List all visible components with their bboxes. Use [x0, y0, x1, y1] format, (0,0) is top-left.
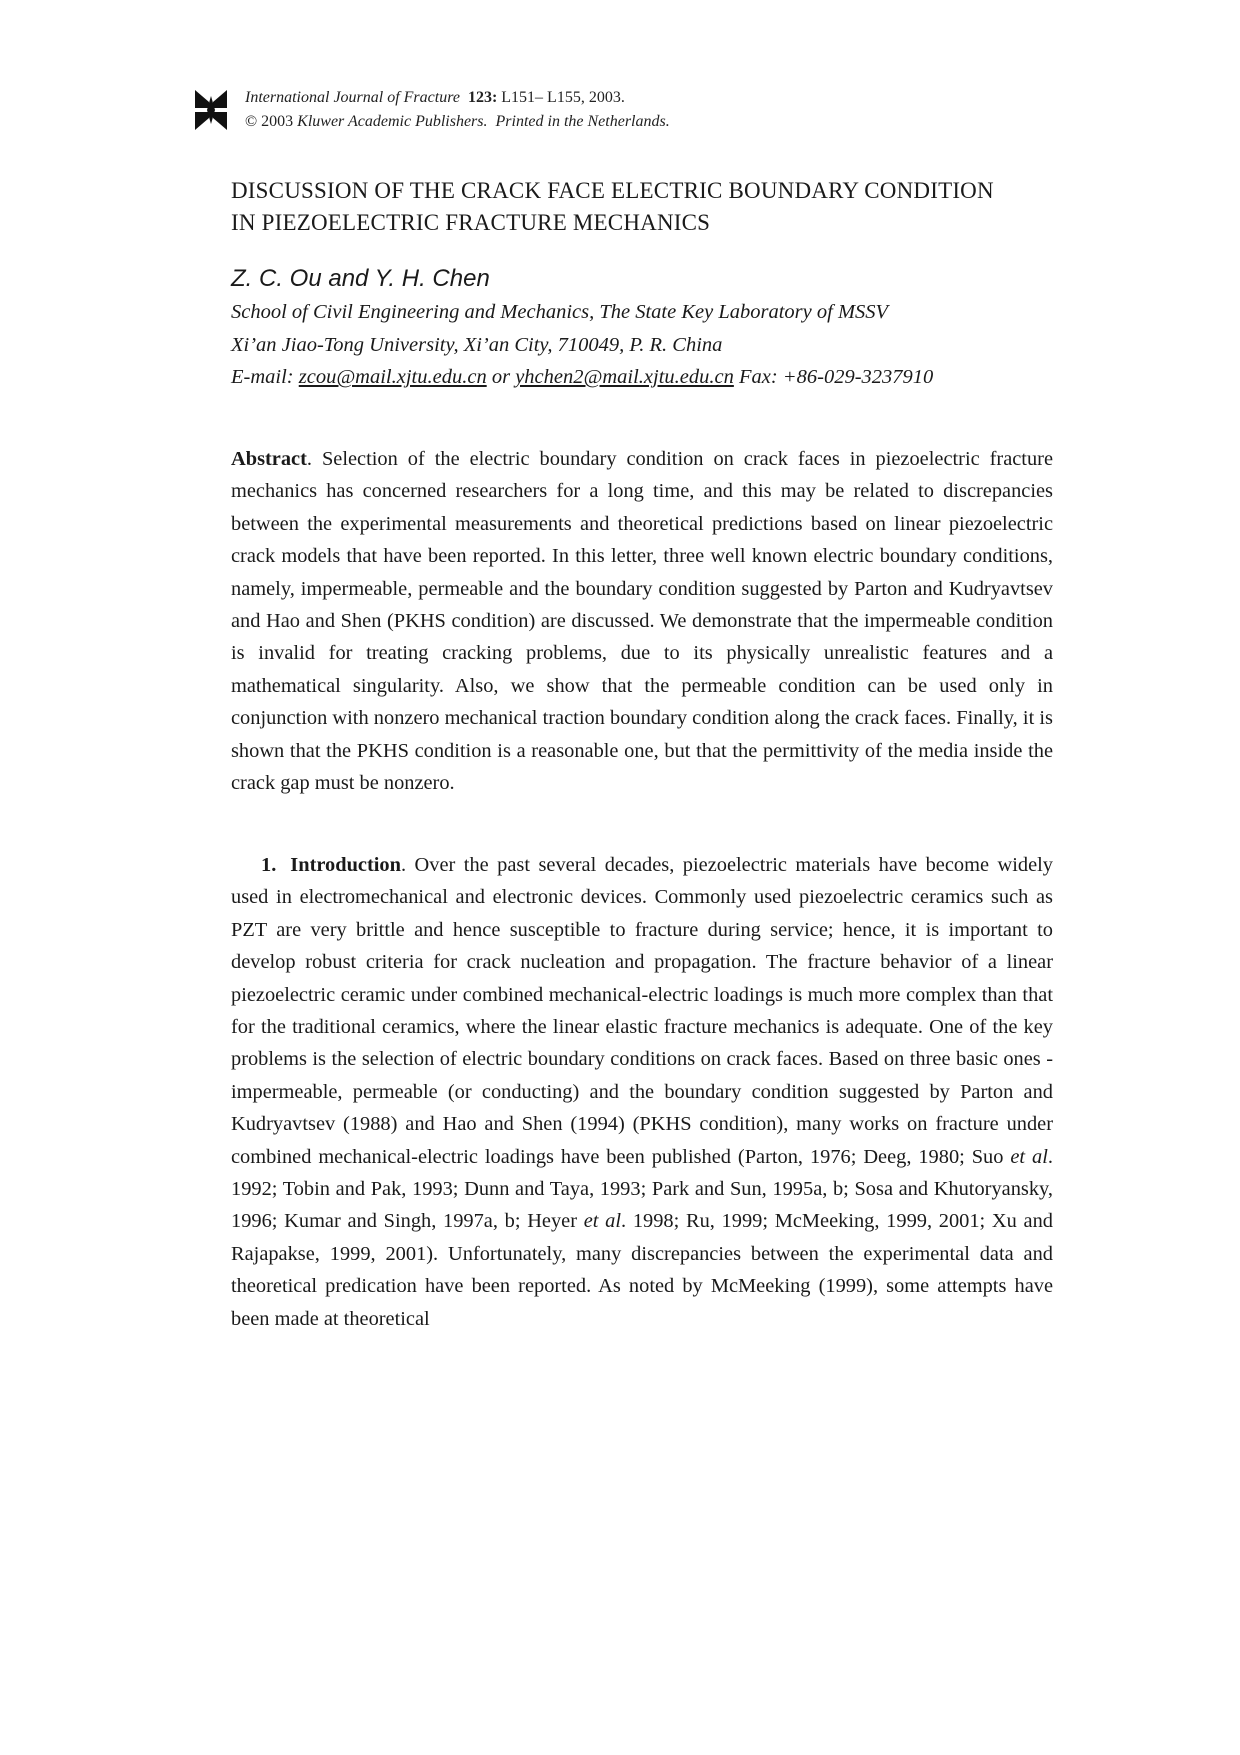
journal-citation: [245, 86, 670, 134]
paper-title: [231, 175, 1071, 239]
affiliation: [231, 296, 1131, 394]
section-number: 1.: [261, 854, 277, 876]
title-line-2: IN PIEZOELECTRIC FRACTURE MECHANICS: [231, 210, 711, 235]
title-line-1: DISCUSSION OF THE CRACK FACE ELECTRIC BOUNDARY CONDITION: [231, 178, 994, 203]
abstract-label: Abstract: [231, 448, 307, 470]
email-link-1[interactable]: zcou@mail.xjtu.edu.cn: [298, 366, 487, 388]
publisher-name: Kluwer Academic Publishers.: [297, 113, 488, 130]
copyright-symbol: ©: [245, 113, 258, 130]
fax-number: Fax: +86-029-3237910: [738, 366, 934, 388]
section-heading: Introduction: [290, 854, 401, 876]
citation-line-1: [245, 86, 670, 110]
intro-text-a: . Over the past several decades, piezoelectric materials have become widely used in electromechanical and electronic devices. Commonly used piezoelectric ceramics such as PZT are very brittle and hence susceptible to fracture during service; hence, it is important to develop robust criteria for crack nucleation and propagation. The fracture behavior of a linear piezoelectric ceramic under combined mechanical-electric loadings is much more complex than that for the traditional ceramics, where the linear elastic fracture mechanics is adequate. One of the key problems is the selection of electric boundary conditions on crack faces. Based on three basic ones - impermeable, permeable (or conducting) and the boundary condition suggested by Parton and Kudryavtsev (1988) and Hao and Shen (1994) (PKHS condition), many works on fracture under combined mechanical-electric loadings have been published (Parton, 1976; Deeg, 1980; Suo: [231, 854, 1053, 1168]
intro-etal-1: et al: [1010, 1145, 1048, 1168]
intro-text-b: . 1992; Tobin and Pak, 1993; Dunn and Taya, 1993; Park and Sun, 1995a, b; Sosa and Khutoryansky, 1996; Kumar and Singh, 1997a, b; Heyer: [231, 1145, 1053, 1233]
affiliation-line-1: School of Civil Engineering and Mechanics, The State Key Laboratory of MSSV: [231, 301, 889, 323]
journal-volume: 123:: [467, 89, 498, 106]
contact-line: [231, 361, 1131, 394]
introduction-section: [231, 849, 1053, 1335]
email-label: E-mail:: [231, 366, 294, 388]
copyright-year: 2003: [261, 113, 294, 130]
affiliation-line-2: Xi’an Jiao-Tong University, Xi’an City, 710049, P. R. China: [231, 333, 723, 356]
email-or: or: [491, 366, 511, 388]
intro-etal-2: et al: [583, 1210, 622, 1233]
printed-note: Printed in the Netherlands.: [495, 113, 670, 130]
journal-name: International Journal of Fracture: [245, 89, 460, 106]
abstract-text: . Selection of the electric boundary condition on crack faces in piezoelectric fracture mechanics has concerned researchers for a long time, and this may be related to discrepancies between the experimental measurements and theoretical predictions based on linear piezoelectric crack models that have been reported. In this letter, three well known electric boundary conditions, namely, impermeable, permeable and the boundary condition suggested by Parton and Kudryavtsev and Hao and Shen (PKHS condition) are discussed. We demonstrate that the impermeable condition is invalid for treating cracking problems, due to its physically unrealistic features and a mathematical singularity. Also, we show that the permeable condition can be used only in conjunction with nonzero mechanical traction boundary condition along the crack faces. Finally, it is shown that the PKHS condition is a reasonable one, but that the permittivity of the media inside the crack gap must be nonzero.: [231, 448, 1053, 795]
intro-text-c: . 1998; Ru, 1999; McMeeking, 1999, 2001; Xu and Rajapakse, 1999, 2001). Unfortunately, many discrepancies between the experimental data and theoretical predication have been reported. As noted by McMeeking (1999), some attempts have been made at theoretical: [231, 1210, 1053, 1330]
abstract: [231, 443, 1053, 799]
authors: Z. C. Ou and Y. H. Chen: [231, 265, 490, 292]
journal-pages-year: L151– L155, 2003.: [501, 89, 625, 106]
email-link-2[interactable]: yhchen2@mail.xjtu.edu.cn: [515, 366, 734, 388]
citation-line-2: [245, 110, 670, 134]
publisher-logo-icon: [193, 88, 229, 132]
